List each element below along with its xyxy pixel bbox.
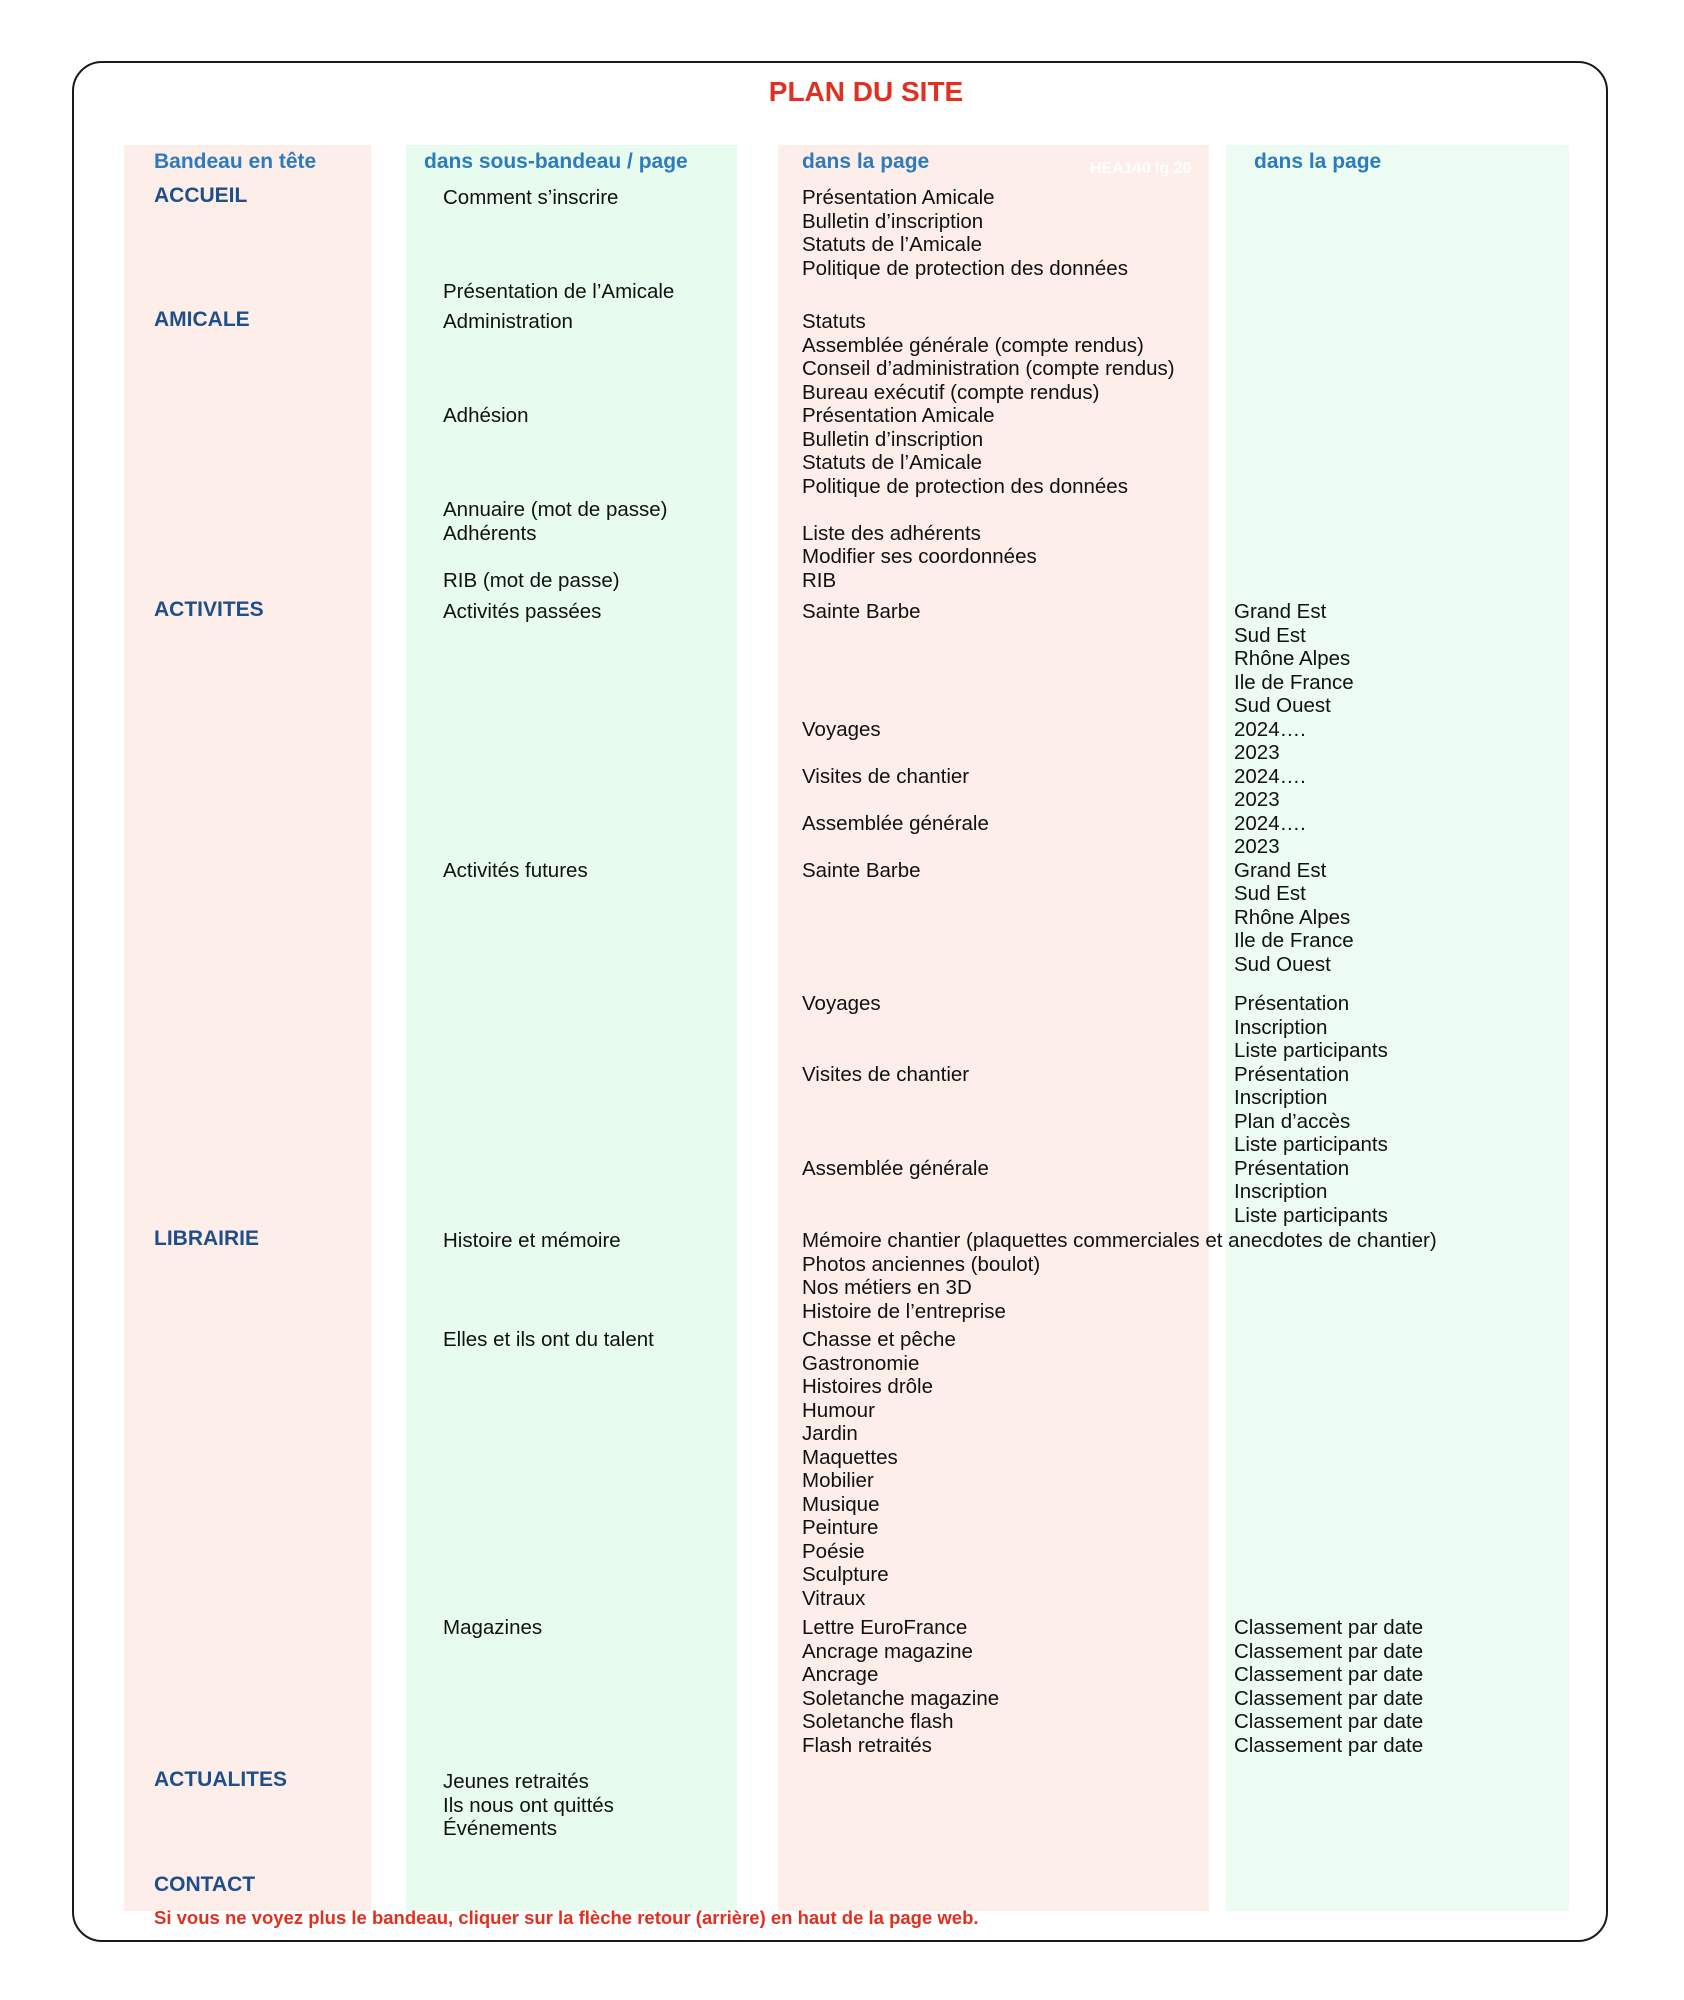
- subpage-link[interactable]: Inscription: [1234, 1180, 1328, 1203]
- submenu-link[interactable]: Histoire et mémoire: [443, 1229, 621, 1252]
- page-link[interactable]: Présentation Amicale: [802, 186, 995, 209]
- column-header-1: Bandeau en tête: [154, 150, 317, 173]
- page-link[interactable]: Sainte Barbe: [802, 858, 921, 882]
- page-link[interactable]: Politique de protection des données: [802, 256, 1128, 280]
- column-band-1: [124, 145, 371, 1911]
- subpage-link[interactable]: Sud Est: [1234, 882, 1306, 905]
- submenu-link[interactable]: Présentation de l’Amicale: [443, 280, 675, 303]
- page-link[interactable]: Politique de protection des données: [802, 474, 1128, 498]
- page-link[interactable]: Jardin: [802, 1422, 858, 1445]
- page-link[interactable]: Statuts de l’Amicale: [802, 451, 983, 474]
- page-link[interactable]: Mémoire chantier (plaquettes commerciales et anecdotes de chantier): [802, 1229, 1437, 1252]
- subpage-link[interactable]: Sud Ouest: [1234, 694, 1331, 717]
- page-link[interactable]: RIB: [802, 568, 837, 592]
- subpage-link[interactable]: 2023: [1234, 835, 1280, 858]
- page-link[interactable]: Statuts de l’Amicale: [802, 233, 983, 256]
- page-link[interactable]: Photos anciennes (boulot): [802, 1252, 1041, 1276]
- page-link[interactable]: Bureau exécutif (compte rendus): [802, 380, 1100, 404]
- submenu-link[interactable]: Activités passées: [443, 600, 602, 623]
- subpage-link[interactable]: Classement par date: [1234, 1710, 1424, 1733]
- page-link[interactable]: Ancrage magazine: [802, 1639, 973, 1663]
- page-link[interactable]: Histoire de l’entreprise: [802, 1299, 1006, 1323]
- subpage-link[interactable]: Rhône Alpes: [1234, 905, 1351, 929]
- page-link[interactable]: Assemblée générale: [802, 1156, 989, 1180]
- subpage-link[interactable]: 2024….: [1234, 717, 1306, 741]
- submenu-link[interactable]: Administration: [443, 310, 573, 333]
- section-title[interactable]: ACTIVITES: [154, 598, 264, 621]
- subpage-link[interactable]: Sud Est: [1234, 623, 1306, 647]
- section-title[interactable]: CONTACT: [154, 1873, 256, 1896]
- submenu-link[interactable]: Activités futures: [443, 858, 588, 882]
- page-link[interactable]: Soletanche flash: [802, 1710, 954, 1733]
- submenu-link[interactable]: RIB (mot de passe): [443, 568, 620, 592]
- page-link[interactable]: Sculpture: [802, 1563, 889, 1586]
- subpage-link[interactable]: Liste participants: [1234, 1203, 1388, 1227]
- page-link[interactable]: Visites de chantier: [802, 1062, 970, 1086]
- submenu-link[interactable]: Adhérents: [443, 521, 537, 545]
- page-link[interactable]: Chasse et pêche: [802, 1328, 956, 1351]
- page-link[interactable]: Sainte Barbe: [802, 600, 921, 623]
- page-link[interactable]: Flash retraités: [802, 1733, 932, 1757]
- subpage-link[interactable]: Grand Est: [1234, 858, 1327, 882]
- column-header-3: dans la page: [802, 150, 930, 173]
- page-link[interactable]: Conseil d’administration (compte rendus): [802, 357, 1175, 380]
- page-link[interactable]: Maquettes: [802, 1445, 898, 1469]
- page-link[interactable]: Visites de chantier: [802, 764, 970, 788]
- subpage-link[interactable]: Liste participants: [1234, 1133, 1388, 1156]
- submenu-link[interactable]: Elles et ils ont du talent: [443, 1328, 654, 1351]
- page-link[interactable]: Voyages: [802, 992, 881, 1015]
- subpage-link[interactable]: Classement par date: [1234, 1616, 1424, 1639]
- submenu-link[interactable]: Événements: [443, 1817, 557, 1840]
- section-title[interactable]: ACTUALITES: [154, 1768, 287, 1791]
- page-link[interactable]: Soletanche magazine: [802, 1686, 1000, 1710]
- subpage-link[interactable]: Présentation: [1234, 992, 1350, 1015]
- subpage-link[interactable]: Présentation: [1234, 1062, 1350, 1086]
- page-link[interactable]: Musique: [802, 1492, 880, 1516]
- page-link[interactable]: Présentation Amicale: [802, 404, 995, 427]
- subpage-link[interactable]: 2023: [1234, 788, 1280, 811]
- subpage-link[interactable]: Classement par date: [1234, 1639, 1424, 1663]
- page-link[interactable]: Histoires drôle: [802, 1375, 934, 1398]
- page-link[interactable]: Mobilier: [802, 1469, 874, 1492]
- page-link[interactable]: Statuts: [802, 310, 866, 333]
- subpage-link[interactable]: Classement par date: [1234, 1686, 1424, 1710]
- page-link[interactable]: Gastronomie: [802, 1351, 920, 1375]
- subpage-link[interactable]: Classement par date: [1234, 1733, 1424, 1757]
- subpage-link[interactable]: Ile de France: [1234, 929, 1354, 952]
- subpage-link[interactable]: Inscription: [1234, 1015, 1328, 1039]
- page-link[interactable]: Vitraux: [802, 1586, 866, 1610]
- submenu-link[interactable]: Comment s’inscrire: [443, 186, 619, 209]
- subpage-link[interactable]: Inscription: [1234, 1086, 1328, 1109]
- page-link[interactable]: Liste des adhérents: [802, 521, 981, 545]
- section-title[interactable]: ACCUEIL: [154, 184, 248, 207]
- subpage-link[interactable]: Grand Est: [1234, 600, 1327, 623]
- submenu-link[interactable]: Jeunes retraités: [443, 1770, 589, 1793]
- page-title: PLAN DU SITE: [768, 76, 964, 107]
- subpage-link[interactable]: Rhône Alpes: [1234, 647, 1351, 670]
- page-link[interactable]: Lettre EuroFrance: [802, 1616, 968, 1639]
- submenu-link[interactable]: Annuaire (mot de passe): [443, 498, 668, 521]
- page-link[interactable]: Poésie: [802, 1539, 865, 1563]
- subpage-link[interactable]: Sud Ouest: [1234, 952, 1331, 976]
- submenu-link[interactable]: Magazines: [443, 1616, 543, 1639]
- submenu-link[interactable]: Adhésion: [443, 404, 529, 427]
- subpage-link[interactable]: Présentation: [1234, 1156, 1350, 1180]
- subpage-link[interactable]: Classement par date: [1234, 1663, 1424, 1686]
- page-link[interactable]: Bulletin d’inscription: [802, 209, 984, 233]
- page-link[interactable]: Peinture: [802, 1516, 879, 1539]
- page-link[interactable]: Bulletin d’inscription: [802, 427, 984, 451]
- subpage-link[interactable]: Plan d’accès: [1234, 1109, 1351, 1133]
- subpage-link[interactable]: 2024….: [1234, 811, 1306, 835]
- page-link[interactable]: Ancrage: [802, 1663, 879, 1686]
- section-title[interactable]: LIBRAIRIE: [154, 1227, 259, 1250]
- subpage-link[interactable]: Liste participants: [1234, 1039, 1388, 1062]
- page-link[interactable]: Assemblée générale (compte rendus): [802, 333, 1144, 357]
- footer-note: Si vous ne voyez plus le bandeau, cliquer sur la flèche retour (arrière) en haut de la page web.: [154, 1907, 979, 1928]
- subpage-link[interactable]: Ile de France: [1234, 670, 1354, 694]
- page-link[interactable]: Assemblée générale: [802, 811, 989, 835]
- column-header-4: dans la page: [1254, 150, 1382, 173]
- subpage-link[interactable]: 2024….: [1234, 764, 1306, 788]
- column-header-2: dans sous-bandeau / page: [424, 150, 688, 173]
- page-link[interactable]: Voyages: [802, 717, 881, 741]
- subpage-link[interactable]: 2023: [1234, 741, 1280, 764]
- page-link[interactable]: Humour: [802, 1398, 875, 1422]
- overlay-text: HEA140 lg 20: [1090, 160, 1192, 177]
- page-link[interactable]: Modifier ses coordonnées: [802, 545, 1037, 568]
- page-link[interactable]: Nos métiers en 3D: [802, 1276, 972, 1299]
- section-title[interactable]: AMICALE: [154, 308, 250, 331]
- submenu-link[interactable]: Ils nous ont quittés: [443, 1793, 614, 1817]
